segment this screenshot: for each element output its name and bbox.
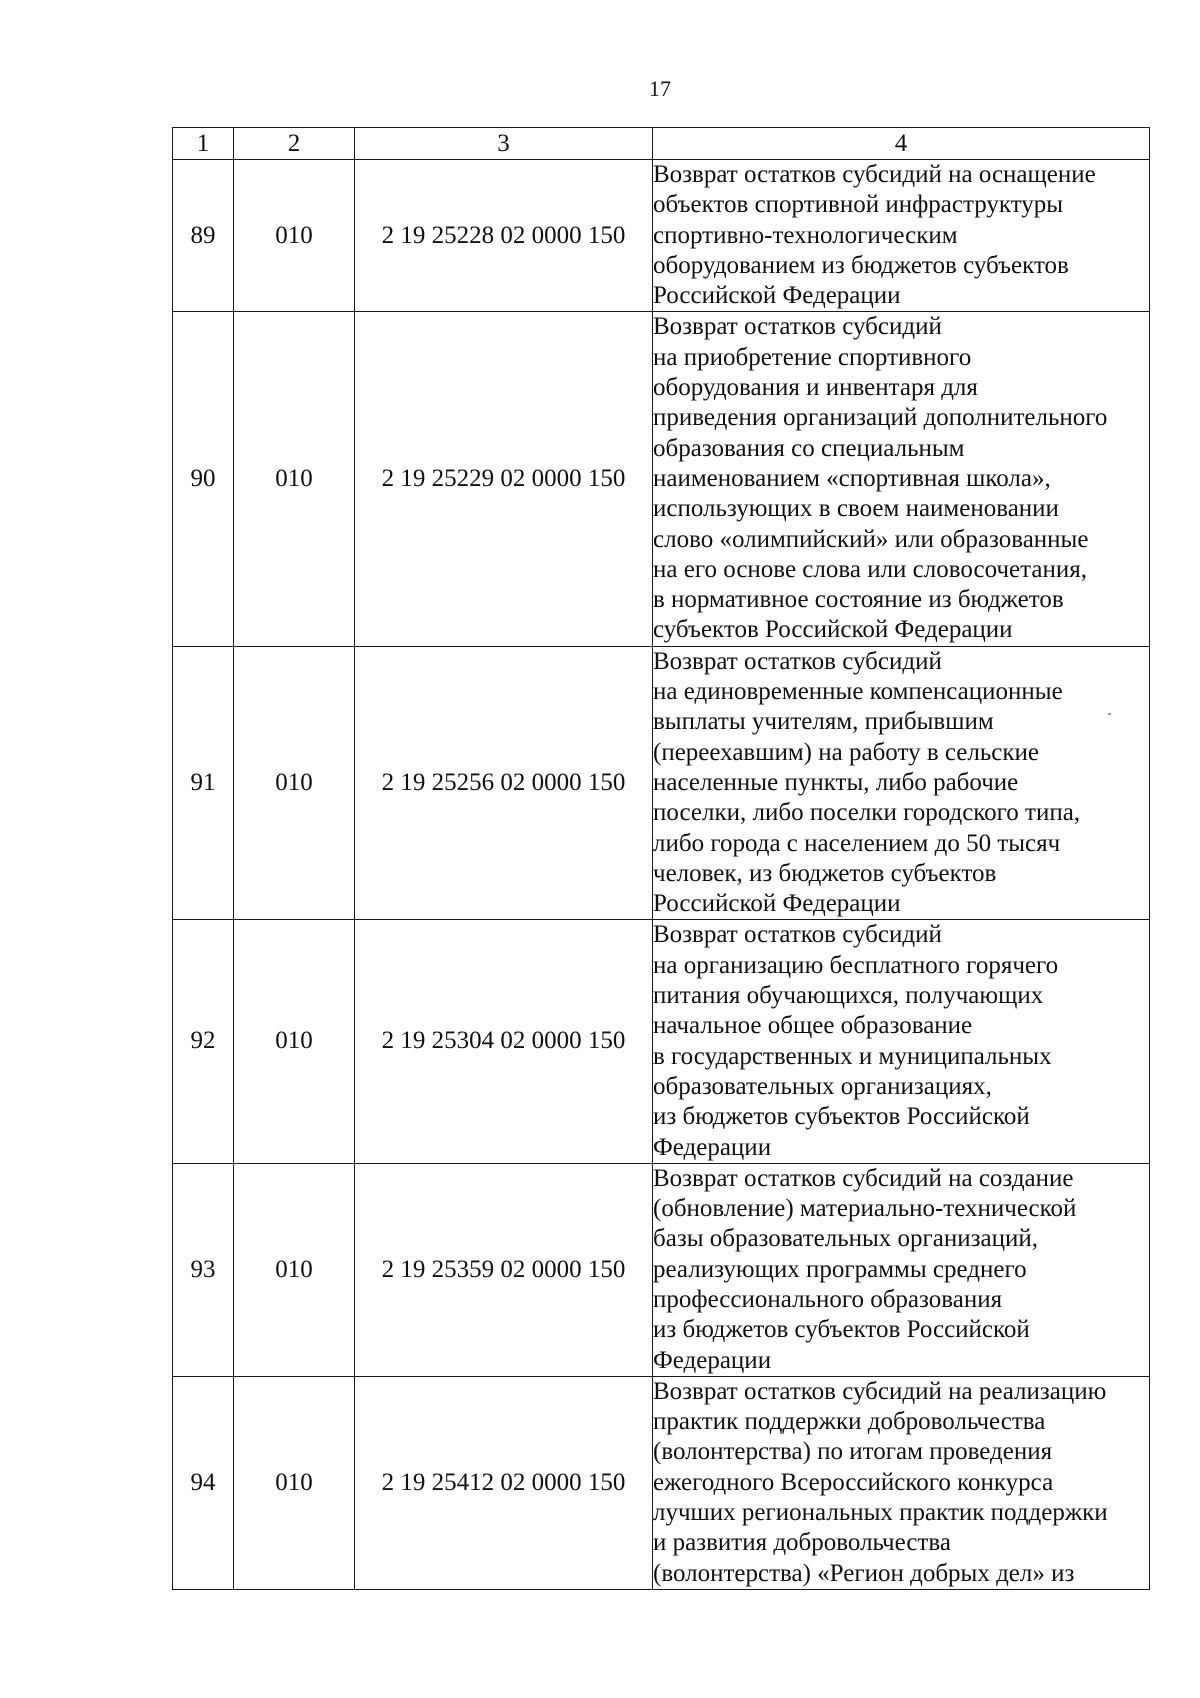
scan-speck	[1108, 713, 1111, 715]
kbk-code-cell: 2 19 25228 02 0000 150	[355, 160, 653, 312]
description-line: поселки, либо поселки городского типа,	[653, 799, 1081, 827]
page-number: 17	[649, 76, 671, 101]
description-cell	[653, 1163, 1150, 1376]
description-line: ежегодного Всероссийского конкурса	[653, 1468, 1054, 1496]
row-number-cell: 92	[173, 920, 234, 1163]
description-line: спортивно-технологическим	[653, 221, 958, 249]
table-row	[173, 646, 1150, 920]
description-line: субъектов Российской Федерации	[653, 616, 1013, 644]
table-row	[173, 160, 1150, 312]
admin-code-cell: 010	[234, 1163, 355, 1376]
description-line: практик поддержки добровольчества	[653, 1408, 1046, 1436]
description-line: (волонтерства) по итогам проведения	[653, 1438, 1053, 1466]
row-number-cell: 89	[173, 160, 234, 312]
column-header-4: 4	[653, 128, 1150, 160]
description-line: на организацию бесплатного горячего	[653, 951, 1059, 979]
column-header-2: 2	[234, 128, 355, 160]
description-line: питания обучающихся, получающих	[653, 982, 1044, 1010]
kbk-code-cell: 2 19 25412 02 0000 150	[355, 1376, 653, 1589]
table-row	[173, 312, 1150, 646]
description-cell	[653, 312, 1150, 646]
table-header-row	[173, 128, 1150, 160]
description-line: в нормативное состояние из бюджетов	[653, 586, 1064, 614]
description-line: на его основе слова или словосочетания,	[653, 555, 1087, 583]
description-line: реализующих программы среднего	[653, 1255, 1027, 1283]
kbk-code-cell: 2 19 25229 02 0000 150	[355, 312, 653, 646]
table-row	[173, 1163, 1150, 1376]
description-line: Возврат остатков субсидий	[653, 647, 942, 675]
description-line: образования со специальным	[653, 434, 965, 462]
description-line: выплаты учителям, прибывшим	[653, 708, 994, 736]
description-line: использующих в своем наименовании	[653, 495, 1059, 523]
description-line: (волонтерства) «Регион добрых дел» из	[653, 1559, 1075, 1587]
description-line: Возврат остатков субсидий	[653, 921, 942, 949]
column-header-1: 1	[173, 128, 234, 160]
description-line: образовательных организациях,	[653, 1072, 992, 1100]
description-line: базы образовательных организаций,	[653, 1225, 1038, 1253]
description-line: слово «олимпийский» или образованные	[653, 525, 1089, 553]
description-line: Возврат остатков субсидий на создание	[653, 1164, 1074, 1192]
description-line: Федерации	[653, 1346, 772, 1374]
description-line: оборудования и инвентаря для	[653, 374, 978, 402]
description-line: оборудованием из бюджетов субъектов	[653, 251, 1069, 279]
description-line: объектов спортивной инфраструктуры	[653, 191, 1064, 219]
description-cell	[653, 646, 1150, 920]
description-line: начальное общее образование	[653, 1012, 973, 1040]
row-number-cell: 90	[173, 312, 234, 646]
description-line: Федерации	[653, 1133, 772, 1161]
row-number-cell: 93	[173, 1163, 234, 1376]
row-number-cell: 91	[173, 646, 234, 920]
table-body	[173, 160, 1150, 1590]
description-line: (обновление) материально-технической	[653, 1195, 1077, 1223]
description-line: лучших региональных практик поддержки	[653, 1499, 1108, 1527]
description-cell	[653, 920, 1150, 1163]
description-line: профессионального образования	[653, 1285, 1003, 1313]
kbk-code-cell: 2 19 25256 02 0000 150	[355, 646, 653, 920]
description-line: (переехавшим) на работу в сельские	[653, 738, 1039, 766]
table-row	[173, 1376, 1150, 1589]
description-line: в государственных и муниципальных	[653, 1042, 1052, 1070]
admin-code-cell: 010	[234, 1376, 355, 1589]
kbk-code-cell: 2 19 25304 02 0000 150	[355, 920, 653, 1163]
kbk-code-cell: 2 19 25359 02 0000 150	[355, 1163, 653, 1376]
admin-code-cell: 010	[234, 920, 355, 1163]
column-header-3: 3	[355, 128, 653, 160]
admin-code-cell: 010	[234, 312, 355, 646]
description-line: Возврат остатков субсидий на реализацию	[653, 1377, 1107, 1405]
description-line: наименованием «спортивная школа»,	[653, 464, 1051, 492]
description-line: на приобретение спортивного	[653, 343, 972, 371]
admin-code-cell: 010	[234, 646, 355, 920]
description-line: на единовременные компенсационные	[653, 678, 1063, 706]
description-line: и развития добровольчества	[653, 1529, 951, 1557]
description-line: Возврат остатков субсидий на оснащение	[653, 161, 1096, 188]
description-line: Возврат остатков субсидий	[653, 313, 942, 341]
description-cell	[653, 160, 1150, 312]
admin-code-cell: 010	[234, 160, 355, 312]
description-line: населенные пункты, либо рабочие	[653, 768, 1019, 796]
description-line: либо города с населением до 50 тысяч	[653, 829, 1061, 857]
row-number-cell: 94	[173, 1376, 234, 1589]
description-cell	[653, 1376, 1150, 1589]
budget-codes-table	[172, 127, 1150, 1590]
description-line: из бюджетов субъектов Российской	[653, 1103, 1030, 1131]
description-line: Российской Федерации	[653, 890, 901, 918]
description-line: Российской Федерации	[653, 282, 901, 310]
description-line: из бюджетов субъектов Российской	[653, 1316, 1030, 1344]
description-line: приведения организаций дополнительного	[653, 404, 1108, 432]
description-line: человек, из бюджетов субъектов	[653, 859, 997, 887]
table-row	[173, 920, 1150, 1163]
